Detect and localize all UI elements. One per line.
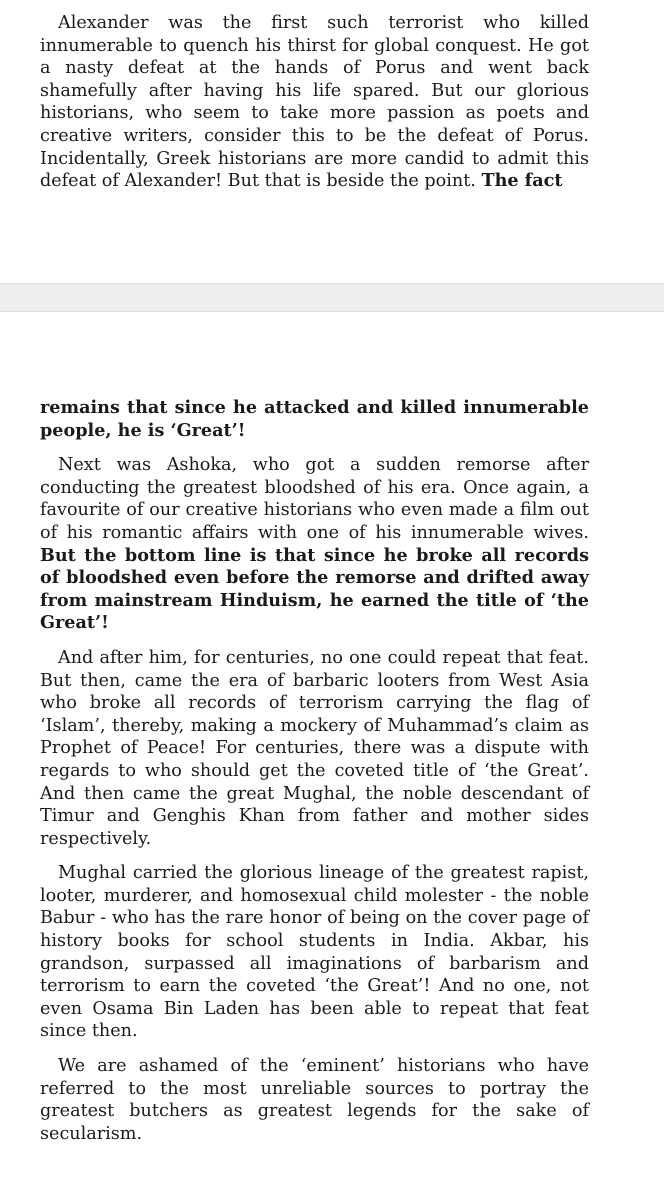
paragraph-bold-text: But the bottom line is that since he broke all records of bloodshed even before the remorse and drifted away from mainstream Hinduism, he earned the title of ‘the Great’! [40, 544, 589, 634]
paragraph-historians: We are ashamed of the ‘eminent’ historians who have referred to the most unreliable sources to portray the greatest butchers as greatest legends for the sake of secularism. [40, 1056, 589, 1144]
page-separator [0, 283, 664, 312]
paragraph-mughal-era: And after him, for centuries, no one could repeat that feat. But then, came the era of barbaric looters from West Asia who broke all records of terrorism carrying the flag of ‘Islam’, thereby, making a mockery of Muhammad’s claim as Prophet of Peace! For centuries, there was a dispute with regards to who should get the coveted title of ‘the Great’. And then came the great Mughal, the noble descendant of Timur and Genghis Khan from father and mother sides respectively. [40, 647, 589, 849]
page-content [40, 397, 589, 1157]
paragraph-ashoka [40, 454, 589, 635]
page-content [40, 12, 589, 205]
paragraph-text: Alexander was the first such terrorist who killed innumerable to quench his thirst for global conquest. He got a nasty defeat at the hands of Porus and went back shamefully after having his life spared. But our glorious historians, who seem to take more passion as poets and creative writers, consider this to be the defeat of Porus. Incidentally, Greek historians are more candid to admit this defeat of Alexander! But that is beside the point. [40, 13, 589, 192]
paragraph-text: Next was Ashoka, who got a sudden remorse after conducting the greatest bloodshed of his era. Once again, a favourite of our creative historians who even made a film out of his romantic affairs with one of his innumerable wives. [40, 455, 589, 543]
paragraph-alexander [40, 12, 589, 193]
page-top [0, 0, 664, 283]
page-bottom [0, 312, 664, 1200]
paragraph-bold-text: The fact [481, 170, 563, 192]
paragraph-babur-akbar: Mughal carried the glorious lineage of the greatest rapist, looter, murderer, and homosexual child molester - the noble Babur - who has the rare honor of being on the cover page of history books for school students in India. Akbar, his grandson, surpassed all imaginations of barbarism and terrorism to earn the coveted ‘the Great’! And no one, not even Osama Bin Laden has been able to repeat that feat since then. [40, 863, 589, 1042]
paragraph-continuation [40, 397, 589, 442]
paragraph-bold-text: remains that since he attacked and killed innumerable people, he is ‘Great’! [40, 397, 589, 441]
